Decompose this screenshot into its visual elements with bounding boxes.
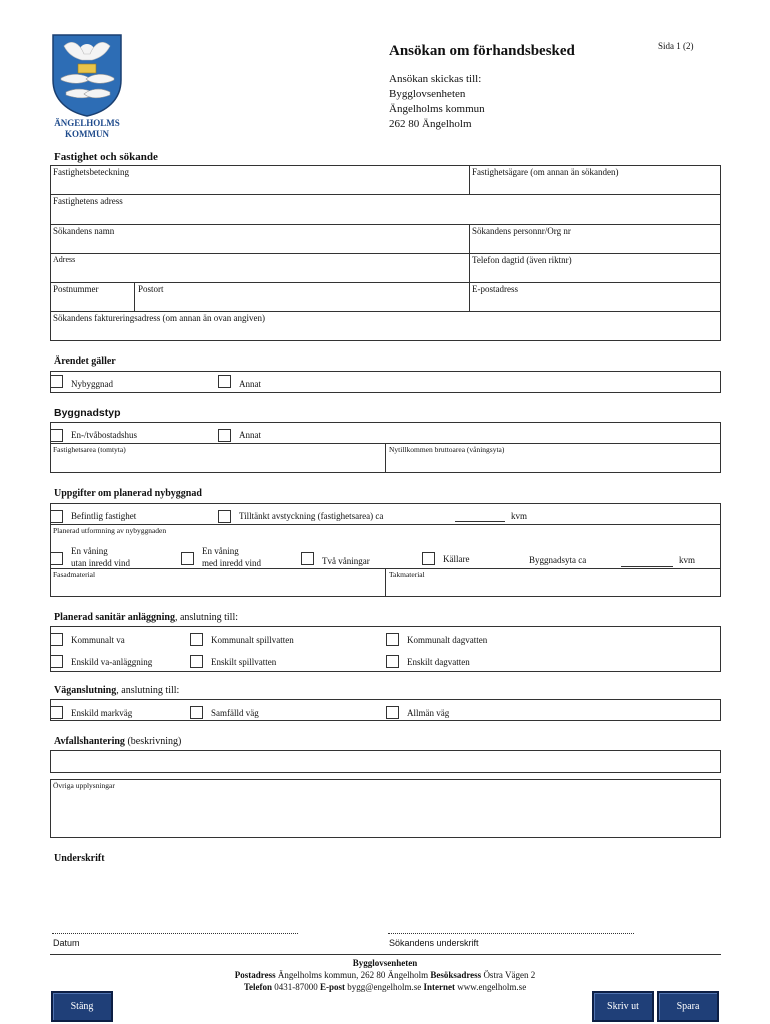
email-input[interactable]	[470, 296, 720, 310]
nybyggnad-checkbox[interactable]	[50, 375, 63, 388]
footer-address: Postadress Ängelholms kommun, 262 80 Ängelholm Besöksadress Östra Vägen 2	[234, 970, 536, 980]
postnummer-input[interactable]	[51, 296, 133, 310]
annat-matter-checkbox[interactable]	[218, 375, 231, 388]
facade-input[interactable]	[51, 580, 384, 596]
plot-area-input[interactable]	[51, 456, 384, 472]
gross-area-input[interactable]	[386, 456, 720, 472]
footer-org: Bygglovsenheten	[352, 958, 418, 968]
field-label-plot-area: Fastighetsarea (tomtyta)	[53, 445, 126, 454]
field-label-gross-area: Nytillkommen bruttoarea (våningsyta)	[389, 445, 505, 454]
field-label-postort: Postort	[138, 284, 164, 294]
avstyckning-area-input[interactable]	[455, 521, 505, 522]
date-label: Datum	[53, 938, 80, 948]
field-label-facade: Fasadmaterial	[53, 570, 96, 579]
logo-line1: ÄNGELHOLMS	[54, 118, 120, 128]
close-button[interactable]: Stäng	[51, 991, 113, 1022]
signature-line[interactable]	[388, 933, 634, 934]
page-title: Ansökan om förhandsbesked	[389, 43, 575, 59]
property-address-input[interactable]	[51, 208, 720, 223]
enskild-va-label: Enskild va-anläggning	[71, 657, 153, 667]
avstyckning-label: Tilltänkt avstyckning (fastighetsarea) ca	[239, 511, 384, 521]
section-title-waste: Avfallshantering (beskrivning)	[54, 736, 182, 747]
postort-input[interactable]	[135, 296, 468, 310]
applicant-name-input[interactable]	[51, 237, 468, 252]
send-to-label: Ansökan skickas till:	[389, 73, 482, 85]
avstyckning-checkbox[interactable]	[218, 510, 231, 523]
basement-checkbox[interactable]	[422, 552, 435, 565]
section-title-planned: Uppgifter om planerad nybyggnad	[54, 488, 202, 499]
other-info-input[interactable]	[50, 779, 721, 838]
logo-line2: KOMMUN	[65, 129, 109, 139]
allman-vag-label: Allmän väg	[407, 708, 450, 718]
field-label-personnr: Sökandens personnr/Org nr	[472, 226, 571, 236]
page-number: Sida 1 (2)	[658, 41, 694, 51]
field-label-invoice-address: Sökandens faktureringsadress (om annan än ovan angiven)	[53, 313, 265, 323]
recipient-postal: 262 80 Ängelholm	[389, 118, 472, 130]
field-label-property-address: Fastighetens adress	[53, 196, 123, 206]
section-title-building-type: Byggnadstyp	[54, 407, 121, 419]
field-label-other-info: Övriga upplysningar	[53, 781, 115, 790]
one-floor-no-attic-label: En våning utan inredd vind	[71, 546, 130, 568]
annat-building-label: Annat	[239, 430, 261, 440]
befintlig-fastighet-checkbox[interactable]	[50, 510, 63, 523]
recipient-org: Ängelholms kommun	[389, 103, 485, 115]
municipality-logo	[44, 32, 130, 142]
signature-label: Sökandens underskrift	[389, 938, 479, 948]
two-floors-label: Två våningar	[322, 556, 370, 566]
enskilt-dagvatten-label: Enskilt dagvatten	[407, 657, 470, 667]
annat-building-checkbox[interactable]	[218, 429, 231, 442]
field-label-postnummer: Postnummer	[53, 284, 99, 294]
fastighetsbeteckning-input[interactable]	[51, 178, 468, 193]
kommunalt-spillvatten-label: Kommunalt spillvatten	[211, 635, 294, 645]
coat-of-arms-icon	[44, 32, 130, 118]
two-floors-checkbox[interactable]	[301, 552, 314, 565]
building-area-unit: kvm	[679, 555, 696, 565]
recipient-dept: Bygglovsenheten	[389, 88, 466, 100]
avstyckning-unit: kvm	[511, 511, 528, 521]
field-label-roof: Takmaterial	[389, 570, 425, 579]
field-label-applicant-name: Sökandens namn	[53, 226, 115, 236]
enskilt-spillvatten-label: Enskilt spillvatten	[211, 657, 277, 667]
section-title-property: Fastighet och sökande	[54, 151, 158, 163]
roof-input[interactable]	[386, 580, 720, 596]
kommunalt-va-label: Kommunalt va	[71, 635, 125, 645]
building-area-label: Byggnadsyta ca	[529, 555, 587, 565]
en-tvabostadshus-checkbox[interactable]	[50, 429, 63, 442]
footer-contact: Telefon 0431-87000 E-post bygg@engelholm.se Internet www.engelholm.se	[243, 982, 527, 992]
kommunalt-spillvatten-checkbox[interactable]	[190, 633, 203, 646]
one-floor-attic-label: En våning med inredd vind	[202, 546, 261, 568]
kommunalt-va-checkbox[interactable]	[50, 633, 63, 646]
save-button[interactable]: Spara	[657, 991, 719, 1022]
date-line[interactable]	[52, 933, 298, 934]
one-floor-no-attic-checkbox[interactable]	[50, 552, 63, 565]
field-label-design: Planerad utformning av nybyggnaden	[53, 526, 167, 535]
nybyggnad-label: Nybyggnad	[71, 379, 113, 389]
section-title-sanitary: Planerad sanitär anläggning, anslutning till:	[54, 612, 239, 623]
enskild-va-checkbox[interactable]	[50, 655, 63, 668]
enskild-markvag-label: Enskild markväg	[71, 708, 133, 718]
personnr-input[interactable]	[470, 237, 720, 252]
section-title-matter: Ärendet gäller	[54, 356, 116, 367]
allman-vag-checkbox[interactable]	[386, 706, 399, 719]
field-label-fastighetsbeteckning: Fastighetsbeteckning	[53, 167, 129, 177]
annat-matter-label: Annat	[239, 379, 261, 389]
phone-input[interactable]	[470, 266, 720, 281]
basement-label: Källare	[443, 554, 470, 564]
address-input[interactable]	[51, 266, 468, 281]
one-floor-attic-checkbox[interactable]	[181, 552, 194, 565]
befintlig-fastighet-label: Befintlig fastighet	[71, 511, 137, 521]
enskilt-spillvatten-checkbox[interactable]	[190, 655, 203, 668]
print-button[interactable]: Skriv ut	[592, 991, 654, 1022]
kommunalt-dagvatten-label: Kommunalt dagvatten	[407, 635, 488, 645]
kommunalt-dagvatten-checkbox[interactable]	[386, 633, 399, 646]
en-tvabostadshus-label: En-/tvåbostadshus	[71, 430, 137, 440]
field-label-phone: Telefon dagtid (även riktnr)	[472, 255, 572, 265]
field-label-address: Adress	[53, 255, 76, 264]
waste-description-input[interactable]	[50, 750, 721, 773]
field-label-owner: Fastighetsägare (om annan än sökanden)	[472, 167, 619, 177]
matter-box	[50, 371, 721, 393]
section-title-road: Väganslutning, anslutning till:	[54, 685, 180, 696]
invoice-address-input[interactable]	[51, 325, 720, 340]
samfalld-vag-label: Samfälld väg	[211, 708, 259, 718]
enskild-markvag-checkbox[interactable]	[50, 706, 63, 719]
enskilt-dagvatten-checkbox[interactable]	[386, 655, 399, 668]
building-area-input[interactable]	[621, 566, 673, 567]
samfalld-vag-checkbox[interactable]	[190, 706, 203, 719]
owner-input[interactable]	[470, 178, 720, 193]
field-label-email: E-postadress	[472, 284, 518, 294]
section-title-signature: Underskrift	[54, 853, 105, 864]
